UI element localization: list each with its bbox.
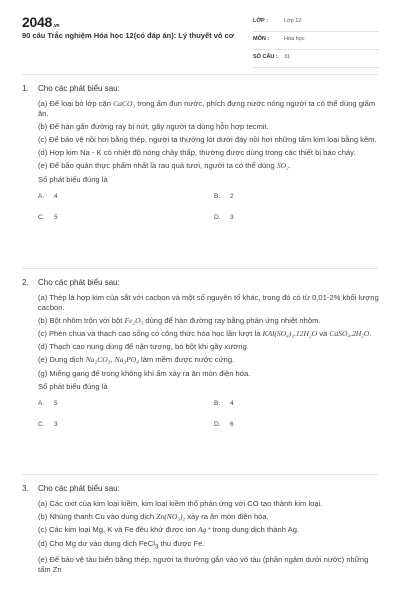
divider xyxy=(22,74,378,75)
statement: (c) Phèn chua và thạch cao sống có công thức hóa học lần lượt là KAl(SO₄)₂.12H₂O và CaSO₄.2H₂O. xyxy=(38,328,372,338)
option-b[interactable] xyxy=(214,400,234,407)
question-number: 3. xyxy=(22,484,29,493)
logo-main-text: 2048 xyxy=(22,14,52,30)
option-text: 6 xyxy=(230,420,234,428)
statement: (b) Bột nhôm trộn với bột Fe₂O₃ dùng để hàn đường ray bằng phản ứng nhiệt nhôm. xyxy=(38,315,321,325)
statement: (a) Thép là hợp kim của sắt với cacbon và một số nguyên tố khác, trong đó có từ 0,01-2% khối lượng cacbon. xyxy=(38,293,379,312)
chemical-formula: SO₂ xyxy=(276,161,289,171)
divider xyxy=(22,474,378,475)
question-header xyxy=(22,84,382,99)
option-text: 3 xyxy=(230,213,234,221)
option-c[interactable] xyxy=(38,421,58,428)
meta-row-count xyxy=(253,50,379,68)
question-1 xyxy=(22,84,382,228)
option-text: 4 xyxy=(230,399,234,407)
meta-value: 31 xyxy=(284,54,291,60)
statement: (g) Miếng gang để trong không khí ẩm xảy ra ăn mòn điện hóa. xyxy=(38,368,251,378)
option-letter: A. xyxy=(38,399,45,407)
statement: (c) Để bảo vệ nồi hơi bằng thép, người ta thường lót dưới đáy nồi hơi những tấm kim loại bằng kẽm. xyxy=(38,134,377,144)
subscript: 3 xyxy=(154,543,159,551)
meta-key: LỚP : xyxy=(253,18,268,24)
option-a[interactable] xyxy=(38,193,58,200)
meta-value: Hóa học xyxy=(284,36,305,42)
chemical-formula: KAl(SO₄)₂.12H₂O xyxy=(262,328,318,338)
meta-row-subject xyxy=(253,32,379,50)
answer-options xyxy=(38,190,382,228)
option-letter: A. xyxy=(38,192,45,200)
statement: (a) Để loại bỏ lớp cặn CaCO₃ trong ấm đun nước, phích đựng nước nóng người ta có thể dùng giấm ăn. xyxy=(38,99,376,118)
chemical-formula: Fe₂O₃ xyxy=(124,315,144,325)
logo-suffix-text: .vn xyxy=(52,23,60,29)
question-prompt: Cho các phát biểu sau: xyxy=(38,84,120,93)
option-text: 4 xyxy=(54,192,58,200)
statement: (d) Hợp kim Na - K có nhiệt độ nóng chảy thấp, thường được dùng trong các thiết bị báo cháy. xyxy=(38,148,356,158)
document-header xyxy=(0,0,400,64)
option-letter: B. xyxy=(214,192,221,200)
option-text: 5 xyxy=(54,213,58,221)
question-number: 1. xyxy=(22,84,29,93)
question-prompt: Cho các phát biểu sau: xyxy=(38,484,120,493)
document-title: 90 câu Trắc nghiệm Hóa học 12(có đáp án): Lý thuyết vô cơ xyxy=(22,31,235,40)
option-letter: C. xyxy=(38,420,45,428)
document-meta xyxy=(253,14,379,68)
statement: (d) Cho Mg dư vào dung dịch FeCl$_3$ thu được Fe. xyxy=(38,538,205,551)
statement: (a) Các oxit của kim loại kiềm, kim loại kiềm thổ phản ứng với CO tạo thành kim loại. xyxy=(38,499,323,508)
option-letter: D. xyxy=(214,213,221,221)
site-logo[interactable] xyxy=(22,14,59,30)
question-header xyxy=(22,278,382,293)
chemical-formula: Na₂CO₃ xyxy=(85,355,111,365)
chemical-formula: Ag⁺ xyxy=(197,525,211,535)
statement: (e) Để bảo quản thực phẩm nhất là rau quả tươi, người ta có thể dùng SO₂. xyxy=(38,161,291,171)
question-prompt: Cho các phát biểu sau: xyxy=(38,278,120,287)
meta-key: MÔN : xyxy=(253,36,270,42)
statement: (c) Các kim loại Mg, K và Fe đều khử được ion Ag⁺ trong dung dịch thành Ag. xyxy=(38,525,300,535)
option-a[interactable] xyxy=(38,400,58,407)
option-letter: B. xyxy=(214,399,221,407)
statement-list xyxy=(38,293,382,378)
question-2 xyxy=(22,278,382,435)
option-text: 5 xyxy=(54,399,58,407)
option-letter: C. xyxy=(38,213,45,221)
chemical-formula: Zn(NO₃)₂ xyxy=(156,512,186,522)
statement: (e) Dung dịch Na₂CO₃, Na₃PO₄ làm mềm được nước cứng. xyxy=(38,355,235,365)
statement-list xyxy=(38,499,382,574)
meta-value: Lớp 12 xyxy=(284,18,302,24)
question-ask: Số phát biểu đúng là xyxy=(38,174,108,184)
option-d[interactable] xyxy=(214,421,234,428)
question-3 xyxy=(22,484,382,578)
option-c[interactable] xyxy=(38,214,58,221)
statement-list xyxy=(38,99,382,171)
statement: (d) Thạch cao nung dùng để nặn tượng, bó bột khi gãy xương. xyxy=(38,342,249,352)
meta-key: SỐ CÂU : xyxy=(253,54,278,60)
option-b[interactable] xyxy=(214,193,234,200)
statement: (b) Nhúng thanh Cu vào dung dịch Zn(NO₃)₂ xảy ra ăn mòn điện hóa. xyxy=(38,512,269,522)
question-ask: Số phát biểu đúng là xyxy=(38,381,108,391)
question-number: 2. xyxy=(22,278,29,287)
option-letter: D. xyxy=(214,420,221,428)
chemical-formula: CaSO₄.2H₂O xyxy=(329,328,370,338)
chemical-formula: Na₃PO₄ xyxy=(114,355,139,365)
option-text: 2 xyxy=(230,192,234,200)
question-header xyxy=(22,484,382,499)
option-d[interactable] xyxy=(214,214,234,221)
option-text: 3 xyxy=(54,420,58,428)
divider xyxy=(22,268,378,269)
statement: (b) Để hàn gắn đường ray bị nứt, gãy người ta dùng hỗn hợp tecmit. xyxy=(38,121,269,131)
statement: (e) Để bảo vệ tàu biển bằng thép, người ta thường gắn vào vỏ tàu (phần ngâm dưới nước) những tấm Zn xyxy=(38,555,369,574)
chemical-formula: CaCO₃ xyxy=(113,99,136,108)
meta-row-class xyxy=(253,14,379,32)
answer-options xyxy=(38,397,382,435)
